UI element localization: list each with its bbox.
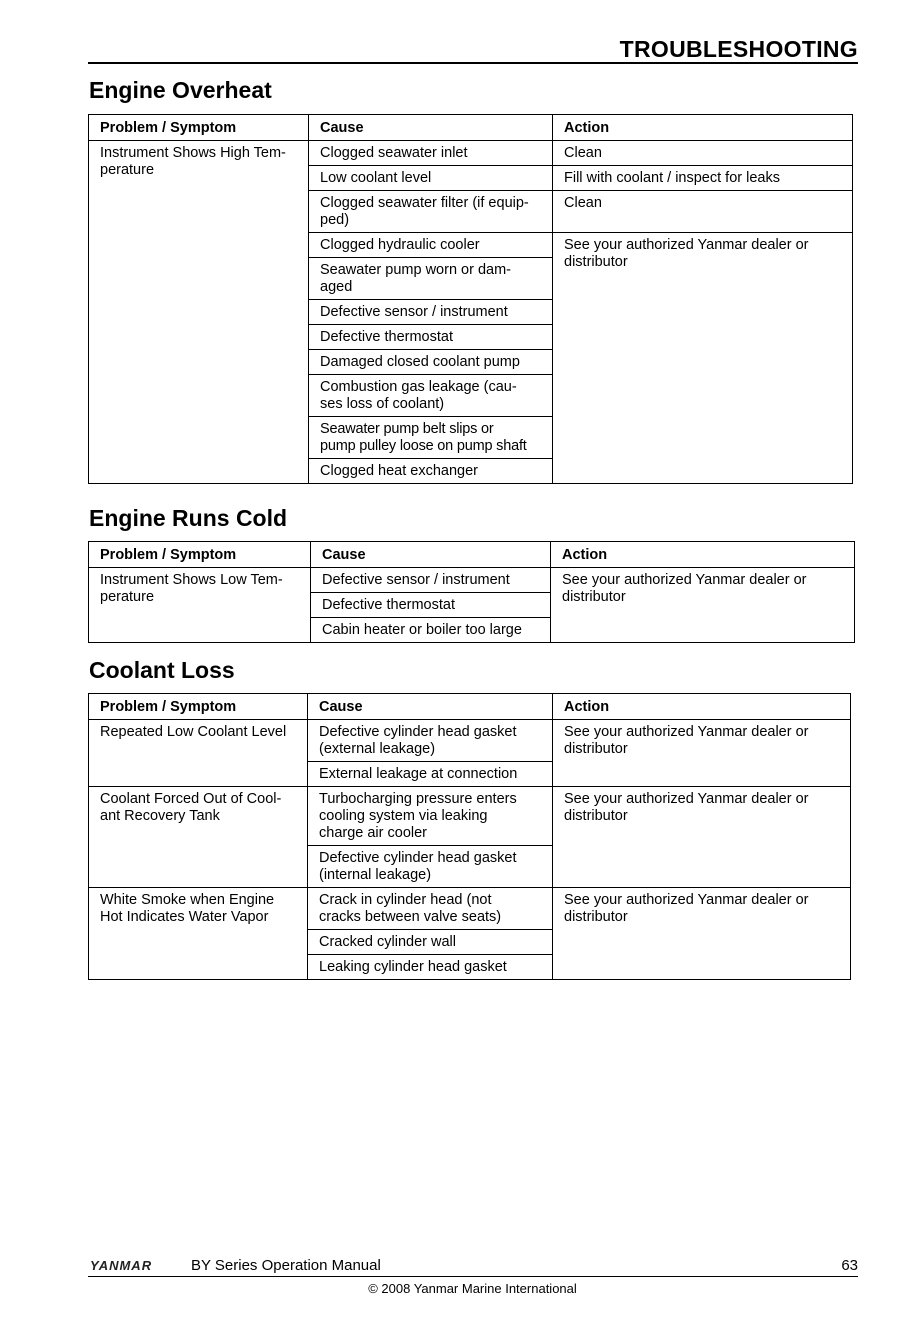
cause-cell: Clogged seawater filter (if equip- ped) [309,191,553,233]
table-row [89,568,855,593]
cause-cell: External leakage at connection [308,762,553,787]
engine-runs-cold-heading: Engine Runs Cold [89,505,288,531]
table-row [89,787,851,846]
cause-cell: Leaking cylinder head gasket [308,955,553,980]
cause-cell: Seawater pump belt slips or pump pulley loose on pump shaft [309,417,553,459]
page-number: 63 [841,1257,858,1274]
cause-cell: Cabin heater or boiler too large [311,618,551,643]
engine-overheat-heading: Engine Overheat [89,77,272,103]
col-cause: Cause [311,542,551,568]
table-row [89,888,851,930]
action-cell: See your authorized Yanmar dealer or distributor [553,233,853,484]
action-cell: See your authorized Yanmar dealer or distributor [551,568,855,643]
table-header-row [89,115,853,141]
engine-runs-cold-table [88,541,855,643]
action-cell: Fill with coolant / inspect for leaks [553,166,853,191]
col-cause: Cause [308,694,553,720]
col-problem: Problem / Symptom [89,694,308,720]
action-cell: See your authorized Yanmar dealer or distributor [553,888,851,980]
problem-cell: Instrument Shows Low Tem- perature [89,568,311,643]
cause-cell: Defective cylinder head gasket (internal leakage) [308,846,553,888]
problem-cell: Coolant Forced Out of Cool- ant Recovery Tank [89,787,308,888]
col-problem: Problem / Symptom [89,542,311,568]
action-cell: Clean [553,141,853,166]
table-row [89,141,853,166]
action-cell: See your authorized Yanmar dealer or distributor [553,720,851,787]
coolant-loss-heading: Coolant Loss [89,657,235,683]
engine-overheat-table [88,114,853,484]
cause-cell: Crack in cylinder head (not cracks between valve seats) [308,888,553,930]
col-action: Action [551,542,855,568]
footer-rule [88,1276,858,1277]
yanmar-logo: YANMAR [90,1258,153,1273]
cause-cell: Combustion gas leakage (cau- ses loss of coolant) [309,375,553,417]
cause-cell: Defective thermostat [309,325,553,350]
cause-cell: Clogged hydraulic cooler [309,233,553,258]
cause-cell: Damaged closed coolant pump [309,350,553,375]
cause-cell: Cracked cylinder wall [308,930,553,955]
col-action: Action [553,694,851,720]
col-cause: Cause [309,115,553,141]
cause-cell: Defective sensor / instrument [309,300,553,325]
table-header-row [89,694,851,720]
copyright: © 2008 Yanmar Marine International [368,1281,577,1296]
cause-cell: Clogged heat exchanger [309,459,553,484]
cause-cell: Low coolant level [309,166,553,191]
cause-cell: Defective cylinder head gasket (external leakage) [308,720,553,762]
cause-cell: Seawater pump worn or dam- aged [309,258,553,300]
cause-cell: Turbocharging pressure enters cooling system via leaking charge air cooler [308,787,553,846]
problem-cell: Repeated Low Coolant Level [89,720,308,787]
table-row [89,720,851,762]
problem-cell: White Smoke when Engine Hot Indicates Water Vapor [89,888,308,980]
action-cell: Clean [553,191,853,233]
problem-cell: Instrument Shows High Tem- perature [89,141,309,484]
section-header: TROUBLESHOOTING [619,36,858,62]
cause-cell: Defective thermostat [311,593,551,618]
cause-cell: Clogged seawater inlet [309,141,553,166]
cause-cell: Defective sensor / instrument [311,568,551,593]
manual-title: BY Series Operation Manual [191,1257,381,1274]
table-header-row [89,542,855,568]
action-cell: See your authorized Yanmar dealer or distributor [553,787,851,888]
col-action: Action [553,115,853,141]
coolant-loss-table [88,693,851,980]
header-rule [88,62,858,64]
col-problem: Problem / Symptom [89,115,309,141]
